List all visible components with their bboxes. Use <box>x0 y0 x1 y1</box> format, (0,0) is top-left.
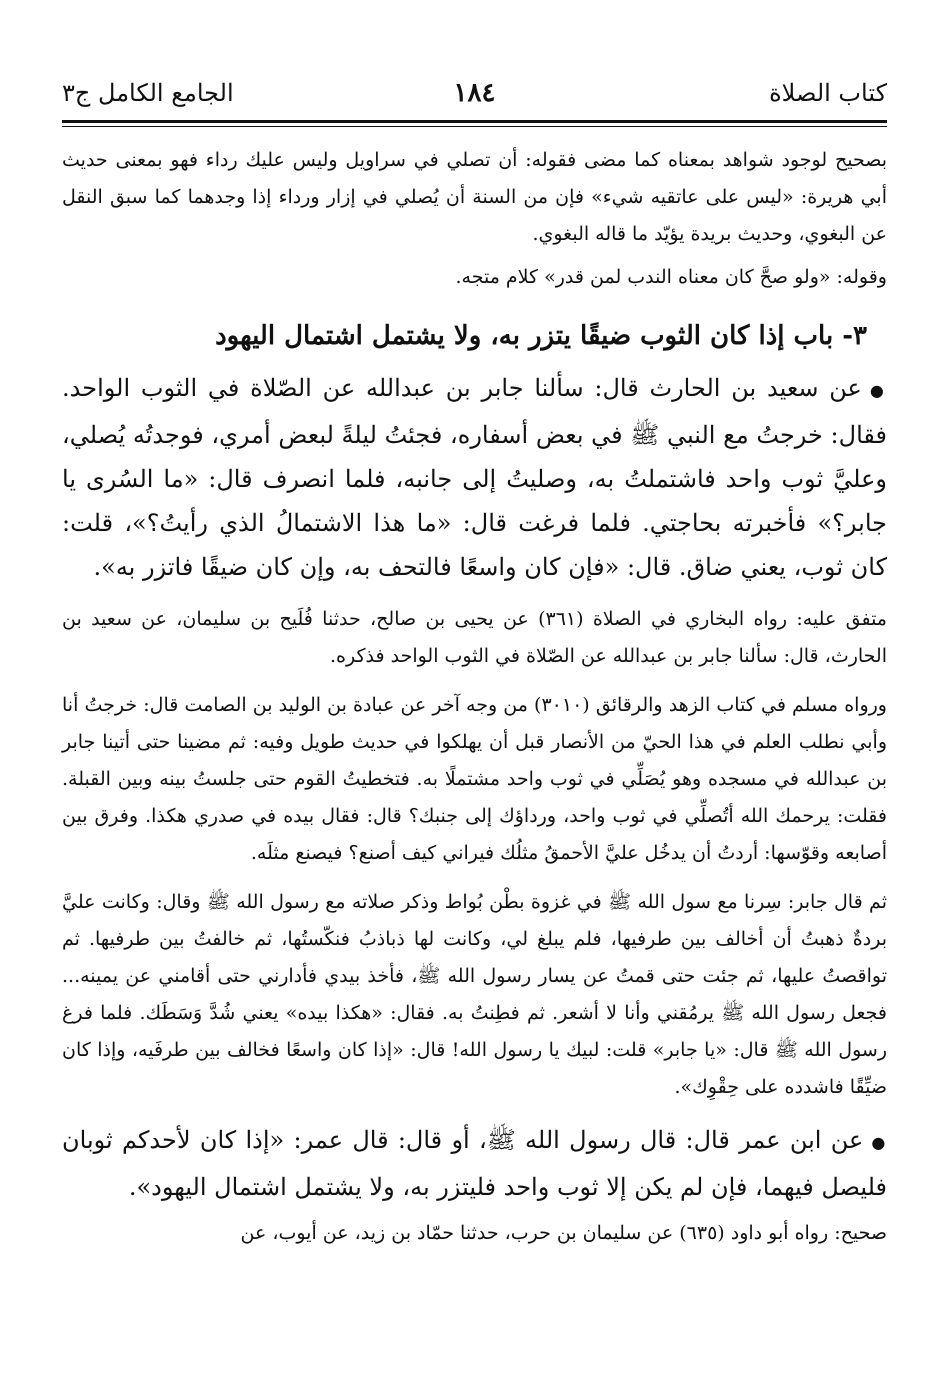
section-heading: ٣- باب إذا كان الثوب ضيقًا يتزر به، ولا يشتمل اشتمال اليهود <box>215 321 867 351</box>
muslim-paragraph: ورواه مسلم في كتاب الزهد والرقائق (٣٠١٠) من وجه آخر عن عبادة بن الوليد بن الصامت قال: خرجتُ أنا وأبي نطلب العلم في هذا الحيّ من الأنصار قبل أن يهلكوا في حديث طويل وفيه: ثم مضينا حتى أتينا جابر بن عبدالله في مسجده وهو يُصَلِّي في ثوب واحد مشتملًا به. فتخطيتُ القوم حتى جلستُ بينه وبين القبلة. فقلت: يرحمك الله أتُصلِّي في ثوب واحد، ورداؤك إلى جنبك؟ قال: فقال بيده في صدري هكذا. وفرق بين أصابعه وقوّسها: أردتُ أن يدخُل عليَّ الأحمقُ مثلُك فيراني كيف أصنع؟ فيصنع مثلَه. <box>62 694 887 864</box>
page-number: ١٨٤ <box>453 78 496 108</box>
book-title: الجامع الكامل ج٣ <box>62 79 234 107</box>
intro-paragraph: بصحيح لوجود شواهد بمعناه كما مضى فقوله: أن تصلي في سراويل وليس عليك رداء فهو بمعنى حديث أبي هريرة: «ليس على عاتقيه شيء» فإن من السنة أن يُصلي في إزار ورداء إذا وجدهما كما سبق النقل عن البغوي، وحديث بريدة يؤيّد ما قاله البغوي. <box>62 149 887 245</box>
header-rule-thick <box>62 120 887 123</box>
header-rule-thin <box>62 126 887 127</box>
takhrij-paragraph-1: متفق عليه: رواه البخاري في الصلاة (٣٦١) عن يحيى بن صالح، حدثنا فُلَيح بن سليمان، عن سعيد بن الحارث، قال: سألنا جابر بن عبدالله عن الصّلاة في الثوب الواحد فذكره. <box>62 608 887 667</box>
bullet-icon: ● <box>869 381 888 400</box>
page-body <box>62 142 887 1252</box>
hadith-paragraph-2 <box>62 1118 887 1209</box>
page-header <box>62 70 887 116</box>
hadith-text-1: عن سعيد بن الحارث قال: سألنا جابر بن عبدالله عن الصّلاة في الثوب الواحد. فقال: خرجتُ مع النبي ﷺ في بعض أسفاره، فجئتُ ليلةً لبعض أمري، فوجدتُه يُصلي، وعليَّ ثوب واحد فاشتملتُ به، وصليتُ إلى جانبه، فلما انصرف قال: «ما السُرى يا جابر؟» فأخبرته بحاجتي. فلما فرغت قال: «ما هذا الاشتمالُ الذي رأيتُ؟»، قلت: كان ثوب، يعني ضاق. قال: «فإن كان واسعًا فالتحف به، وإن كان ضيقًا فاتزر به». <box>62 374 888 581</box>
hadith-text-2: عن ابن عمر قال: قال رسول الله ﷺ، أو قال: قال عمر: «إذا كان لأحدكم ثوبان فليصل فيهما، فإن لم يكن إلا ثوب واحد فليتزر به، ولا يشتمل اشتمال اليهود». <box>62 1126 887 1201</box>
chapter-title: كتاب الصلاة <box>769 79 887 107</box>
bullet-icon: ● <box>871 1133 887 1152</box>
commentary-note: وقوله: «ولو صحَّ كان معناه الندب لمن قدر» كلام متجه. <box>455 266 887 288</box>
jabir-paragraph: ثم قال جابر: سِرنا مع سول الله ﷺ في غزوة بطْن بُواط وذكر صلاته مع رسول الله ﷺ وقال: وكانت عليَّ بردةٌ ذهبتُ أن أخالف بين طرفيها، فلم يبلغ لي، وكانت لها ذباذبُ فنكّستُها، ثم خالفتُ بين طرفيها. ثم تواقصتُ عليها، ثم جئت حتى قمتُ عن يسار رسول الله ﷺ، فأخذ بيدي فأدارني حتى أقامني عن يمينه... فجعل رسول الله ﷺ يرمُقني وأنا لا أشعر. ثم فطِنتُ به. فقال: «هكذا بيده» يعني شُدَّ وَسَطَك. فلما فرغ رسول الله ﷺ قال: «يا جابر» قلت: لبيك يا رسول الله! قال: «إذا كان واسعًا فخالف بين طرفَيه، وإذا كان ضيِّقًا فاشدده على حِقْوِك». <box>62 891 887 1098</box>
takhrij-paragraph-2: صحيح: رواه أبو داود (٦٣٥) عن سليمان بن حرب، حدثنا حمّاد بن زيد، عن أيوب، عن <box>240 1222 887 1244</box>
hadith-paragraph-1 <box>62 366 887 589</box>
